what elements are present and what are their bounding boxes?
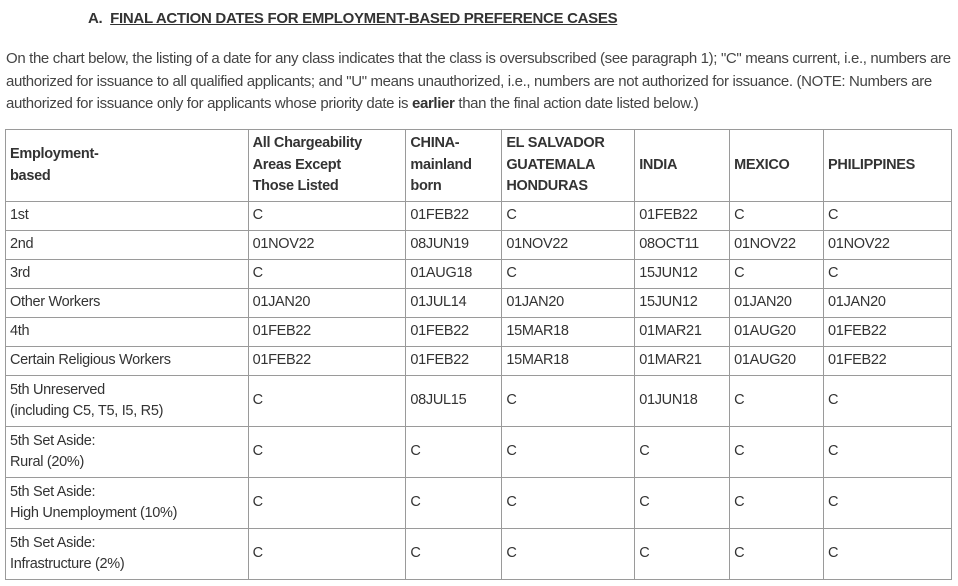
header-employment-based	[6, 130, 249, 202]
date-cell: 08JUN19	[406, 231, 502, 260]
table-row	[6, 427, 952, 478]
header-philippines	[824, 130, 952, 202]
intro-bold-word: earlier	[411, 95, 455, 112]
date-cell: 08OCT11	[635, 231, 730, 260]
date-cell: 01MAR21	[635, 347, 730, 376]
date-cell: 01JAN20	[502, 289, 635, 318]
row-label-line: High Unemployment (10%)	[10, 505, 178, 521]
date-cell: 01JAN20	[248, 289, 406, 318]
row-label-line: 2nd	[10, 236, 34, 253]
header-line: All Chargeability	[252, 135, 362, 152]
row-label	[6, 376, 249, 427]
date-cell: 01NOV22	[824, 231, 952, 260]
header-india	[635, 130, 730, 202]
header-china	[406, 130, 502, 202]
row-label-line: (including C5, T5, I5, R5)	[10, 403, 164, 419]
date-cell: C	[502, 478, 635, 529]
header-line: PHILIPPINES	[828, 156, 915, 173]
date-cell: 15MAR18	[502, 347, 635, 376]
date-cell: 15JUN12	[635, 289, 730, 318]
row-label	[6, 347, 249, 376]
section-title: FINAL ACTION DATES FOR EMPLOYMENT-BASED PREFERENCE CASES	[110, 10, 618, 27]
date-cell: C	[635, 427, 730, 478]
date-cell: C	[730, 202, 824, 231]
section-letter: A.	[88, 10, 103, 27]
date-cell: 08JUL15	[406, 376, 502, 427]
header-line: EL SALVADOR	[506, 135, 605, 152]
date-cell: C	[824, 427, 952, 478]
row-label	[6, 318, 249, 347]
date-cell: 01NOV22	[248, 231, 406, 260]
date-cell: 15JUN12	[635, 260, 730, 289]
date-cell: C	[502, 376, 635, 427]
date-cell: 01JUL14	[406, 289, 502, 318]
row-label	[6, 427, 249, 478]
date-cell: 01FEB22	[824, 318, 952, 347]
date-cell: C	[824, 260, 952, 289]
date-cell: 01FEB22	[824, 347, 952, 376]
date-cell: 01NOV22	[502, 231, 635, 260]
date-cell: C	[406, 478, 502, 529]
final-action-dates-table	[5, 129, 952, 580]
row-label-line: Certain Religious Workers	[10, 352, 171, 369]
row-label	[6, 478, 249, 529]
date-cell: C	[635, 478, 730, 529]
date-cell: C	[248, 260, 406, 289]
date-cell: C	[248, 427, 406, 478]
date-cell: 01AUG20	[730, 347, 824, 376]
row-label	[6, 529, 249, 580]
date-cell: C	[406, 529, 502, 580]
date-cell: C	[248, 478, 406, 529]
date-cell: 01AUG18	[406, 260, 502, 289]
table-row	[6, 318, 952, 347]
date-cell: 01FEB22	[248, 318, 406, 347]
date-cell: C	[730, 376, 824, 427]
date-cell: 01FEB22	[248, 347, 406, 376]
date-cell: C	[824, 376, 952, 427]
date-cell: 01JUN18	[635, 376, 730, 427]
row-label-line: 5th Set Aside:	[10, 534, 96, 551]
header-all-chargeability	[248, 130, 406, 202]
table-row	[6, 260, 952, 289]
date-cell: 01MAR21	[635, 318, 730, 347]
table-body	[6, 202, 952, 580]
intro-paragraph	[6, 48, 952, 116]
header-line: HONDURAS	[506, 178, 588, 195]
header-el-salvador-guatemala-honduras	[502, 130, 635, 202]
date-cell: 01FEB22	[635, 202, 730, 231]
date-cell: C	[730, 427, 824, 478]
row-label	[6, 289, 249, 318]
date-cell: C	[248, 202, 406, 231]
row-label-line: 3rd	[10, 265, 31, 282]
date-cell: 01JAN20	[824, 289, 952, 318]
table-row	[6, 376, 952, 427]
table-header-row	[6, 130, 952, 202]
header-line: born	[410, 178, 442, 195]
row-label	[6, 260, 249, 289]
date-cell: C	[406, 427, 502, 478]
date-cell: 01FEB22	[406, 318, 502, 347]
header-line: INDIA	[639, 156, 678, 173]
row-label-line: 5th Unreserved	[10, 381, 105, 398]
section-heading	[88, 10, 617, 27]
date-cell: C	[824, 202, 952, 231]
date-cell: C	[248, 376, 406, 427]
table-row	[6, 202, 952, 231]
date-cell: C	[502, 529, 635, 580]
row-label-line: 5th Set Aside:	[10, 432, 96, 449]
date-cell: C	[502, 202, 635, 231]
date-cell: C	[824, 529, 952, 580]
table-row	[6, 478, 952, 529]
row-label-line: 4th	[10, 323, 30, 340]
date-cell: 01JAN20	[730, 289, 824, 318]
date-cell: 15MAR18	[502, 318, 635, 347]
date-cell: C	[248, 529, 406, 580]
row-label-line: Other Workers	[10, 294, 101, 311]
date-cell: C	[730, 260, 824, 289]
header-mexico	[730, 130, 824, 202]
row-label-line: Infrastructure (2%)	[10, 556, 125, 572]
date-cell: C	[730, 529, 824, 580]
date-cell: C	[502, 260, 635, 289]
row-label	[6, 231, 249, 260]
date-cell: 01FEB22	[406, 202, 502, 231]
header-line: Those Listed	[252, 178, 339, 195]
intro-text-part1: On the chart below, the listing of a date for any class indicates that the class is oversubscribed (see paragraph 1); "C" means current, i.e., numbers are authorized for issuance to all qualified applicants; and "U" means unauthorized, i.e., numbers are not authorized for issuance. (NOTE: Numbers are authorized for issuance only for applicants whose priority date is	[6, 50, 951, 112]
row-label-line: Rural (20%)	[10, 454, 85, 470]
table-row	[6, 289, 952, 318]
table-row	[6, 347, 952, 376]
header-line: Employment-	[10, 146, 99, 162]
date-cell: C	[635, 529, 730, 580]
header-line: MEXICO	[734, 156, 790, 173]
table-row	[6, 529, 952, 580]
date-cell: 01NOV22	[730, 231, 824, 260]
row-label	[6, 202, 249, 231]
date-cell: 01AUG20	[730, 318, 824, 347]
date-cell: C	[502, 427, 635, 478]
table-row	[6, 231, 952, 260]
date-cell: C	[824, 478, 952, 529]
header-line: mainland	[410, 156, 472, 173]
row-label-line: 5th Set Aside:	[10, 483, 96, 500]
header-line: CHINA-	[410, 135, 460, 152]
header-line: based	[10, 167, 51, 184]
date-cell: C	[730, 478, 824, 529]
row-label-line: 1st	[10, 207, 29, 224]
intro-text-part2: than the final action date listed below.)	[458, 95, 699, 112]
header-line: GUATEMALA	[506, 156, 596, 173]
header-line: Areas Except	[252, 156, 341, 173]
date-cell: 01FEB22	[406, 347, 502, 376]
